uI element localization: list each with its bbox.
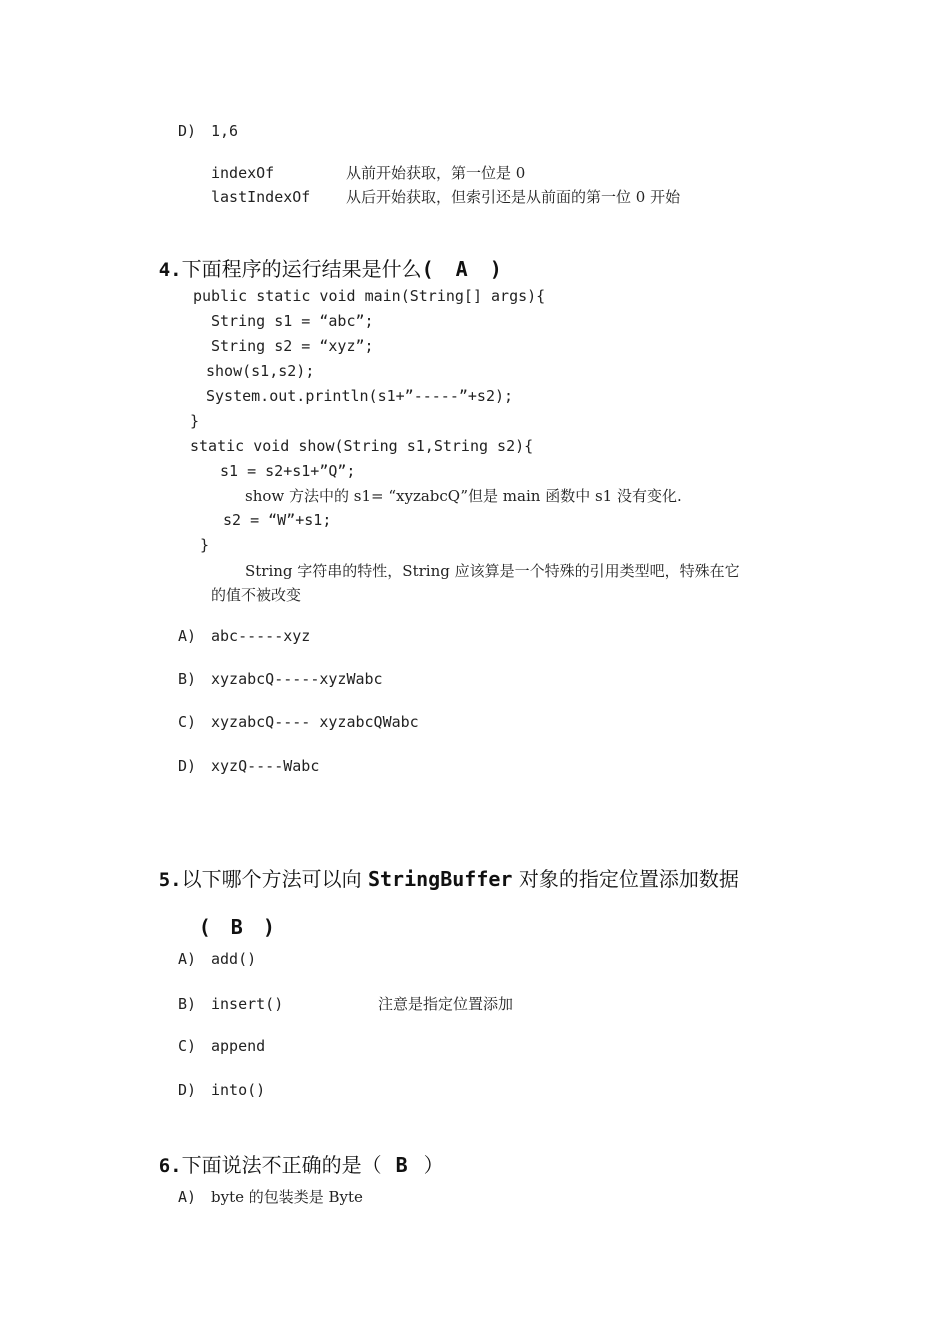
- question-5-number: 5.: [158, 869, 182, 891]
- question-6-answer: B: [395, 1153, 408, 1177]
- code-line: System.out.println(s1+”-----”+s2);: [206, 387, 514, 405]
- code-line: static void show(String s1,String s2){: [190, 437, 534, 455]
- q5-option-b-text: insert(): [211, 995, 284, 1013]
- question-6-answer-close: ）: [423, 1153, 444, 1177]
- q5-option-a-text: add(): [211, 950, 257, 968]
- q4-option-b-letter: B): [178, 670, 197, 688]
- q5-option-c-text: append: [211, 1037, 266, 1055]
- question-5-text-after: 对象的指定位置添加数据: [518, 867, 739, 891]
- question-4-answer: A: [455, 257, 468, 281]
- q4-option-a-text: abc-----xyz: [211, 627, 311, 645]
- code-line: }: [190, 412, 200, 430]
- q4-option-b-text: xyzabcQ-----xyzWabc: [211, 670, 383, 688]
- question-4-answer-open: (: [421, 257, 434, 281]
- question-6-heading: [146, 1126, 444, 1179]
- prev-option-d-text: 1,6: [211, 122, 239, 140]
- q6-option-a-letter: A): [178, 1188, 197, 1206]
- question-5-keyword: StringBuffer: [367, 867, 513, 891]
- code-line: s2 = “W”+s1;: [223, 511, 332, 529]
- code-line: }: [200, 536, 210, 554]
- question-4-number: 4.: [158, 259, 182, 281]
- code-line: show(s1,s2);: [206, 362, 315, 380]
- question-5-answer-line: [186, 888, 275, 940]
- q4-option-c-text: xyzabcQ---- xyzabcQWabc: [211, 713, 419, 731]
- question-6-text: 下面说法不正确的是（: [181, 1153, 382, 1177]
- explanation-line-1: String 字符串的特性，String 应该算是一个特殊的引用类型吧，特殊在它: [245, 562, 740, 580]
- question-5-heading: [146, 840, 739, 893]
- q4-option-c-letter: C): [178, 713, 197, 731]
- q5-option-b-letter: B): [178, 995, 197, 1013]
- code-line: public static void main(String[] args){: [193, 287, 546, 305]
- note-desc-lastindexof: 从后开始获取，但索引还是从前面的第一位 0 开始: [346, 188, 681, 206]
- question-5-answer-close: ): [262, 915, 275, 939]
- q4-option-d-letter: D): [178, 757, 197, 775]
- q4-option-d-text: xyzQ----Wabc: [211, 757, 320, 775]
- note-desc-indexof: 从前开始获取，第一位是 0: [346, 164, 526, 182]
- question-5-text-before: 以下哪个方法可以向: [181, 867, 362, 891]
- q6-option-a-text: byte 的包装类是 Byte: [211, 1188, 363, 1206]
- question-4-answer-close: ): [489, 257, 502, 281]
- explanation-line-2: 的值不被改变: [211, 586, 302, 604]
- code-comment: show 方法中的 s1= “xyzabcQ”但是 main 函数中 s1 没有变化.: [245, 487, 682, 505]
- q4-option-a-letter: A): [178, 627, 197, 645]
- code-line: String s2 = “xyz”;: [211, 337, 374, 355]
- note-term-indexof: indexOf: [211, 164, 275, 182]
- question-5-answer: B: [230, 915, 243, 939]
- question-6-number: 6.: [158, 1155, 182, 1177]
- code-line: s1 = s2+s1+”Q”;: [220, 462, 356, 480]
- question-4-text: 下面程序的运行结果是什么: [181, 257, 422, 281]
- code-line: String s1 = “abc”;: [211, 312, 374, 330]
- q5-option-d-text: into(): [211, 1081, 266, 1099]
- question-5-answer-open: (: [198, 915, 211, 939]
- q5-option-a-letter: A): [178, 950, 197, 968]
- q5-note: 注意是指定位置添加: [378, 995, 514, 1013]
- q5-option-c-letter: C): [178, 1037, 197, 1055]
- note-term-lastindexof: lastIndexOf: [211, 188, 311, 206]
- q5-option-d-letter: D): [178, 1081, 197, 1099]
- prev-option-d-letter: D): [178, 122, 197, 140]
- question-4-heading: [146, 230, 502, 283]
